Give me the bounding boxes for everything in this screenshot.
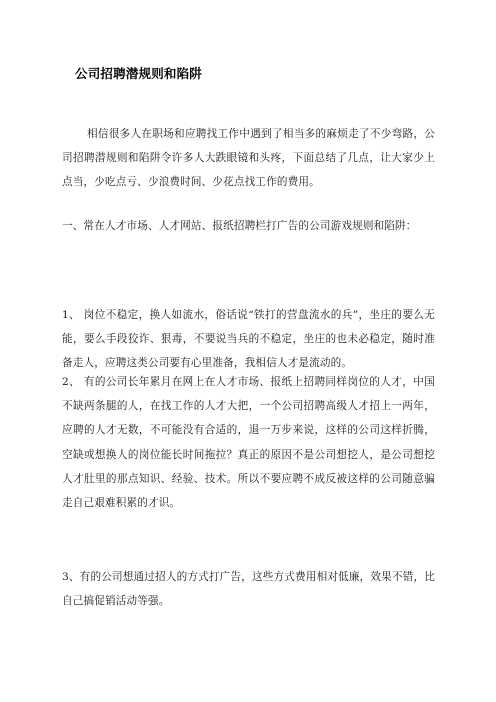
document-title: 公司招聘潜规则和陷阱	[75, 66, 203, 81]
intro-paragraph: 相信很多人在职场和应聘找工作中遇到了相当多的麻烦走了不少弯路，公司招聘潜规则和陷阱令许多人大跌眼镜和头疼，下面总结了几点，让大家少上点当，少吃点亏、少浪费时间、少花点找工作的费用。	[62, 128, 435, 189]
list-item-3: 3、有的公司想通过招人的方式打广告，这些方式费用相对低廉，效果不错，比自己搞促销活动等强。	[62, 571, 435, 608]
list-item-1: 1、 岗位不稳定，换人如流水，俗话说“铁打的营盘流水的兵”，坐庄的要么无能，要么手段狡诈、狠毒，不要说当兵的不稳定，坐庄的也未必稳定，随时准备走人，应聘这类公司要有心里准备，我相信人才是流动的。	[62, 309, 435, 370]
list-item-2: 2、 有的公司长年累月在网上在人才市场、报纸上招聘同样岗位的人才，中国不缺两条腿的人，在找工作的人才大把，一个公司招聘高级人才招上一两年，应聘的人才无数，不可能没有合适的，退一万步来说，这样的公司这样折腾，空缺或想换人的岗位能长时间拖拉？真正的原因不是公司想挖人，是公司想挖人才肚里的那点知识、经验、技术。所以不要应聘不成反被这样的公司随意骗走自己艰难积累的才识。	[62, 376, 435, 510]
section-heading-1: 一、常在人才市场、人才网站、报纸招聘栏打广告的公司游戏规则和陷阱：	[62, 220, 417, 232]
